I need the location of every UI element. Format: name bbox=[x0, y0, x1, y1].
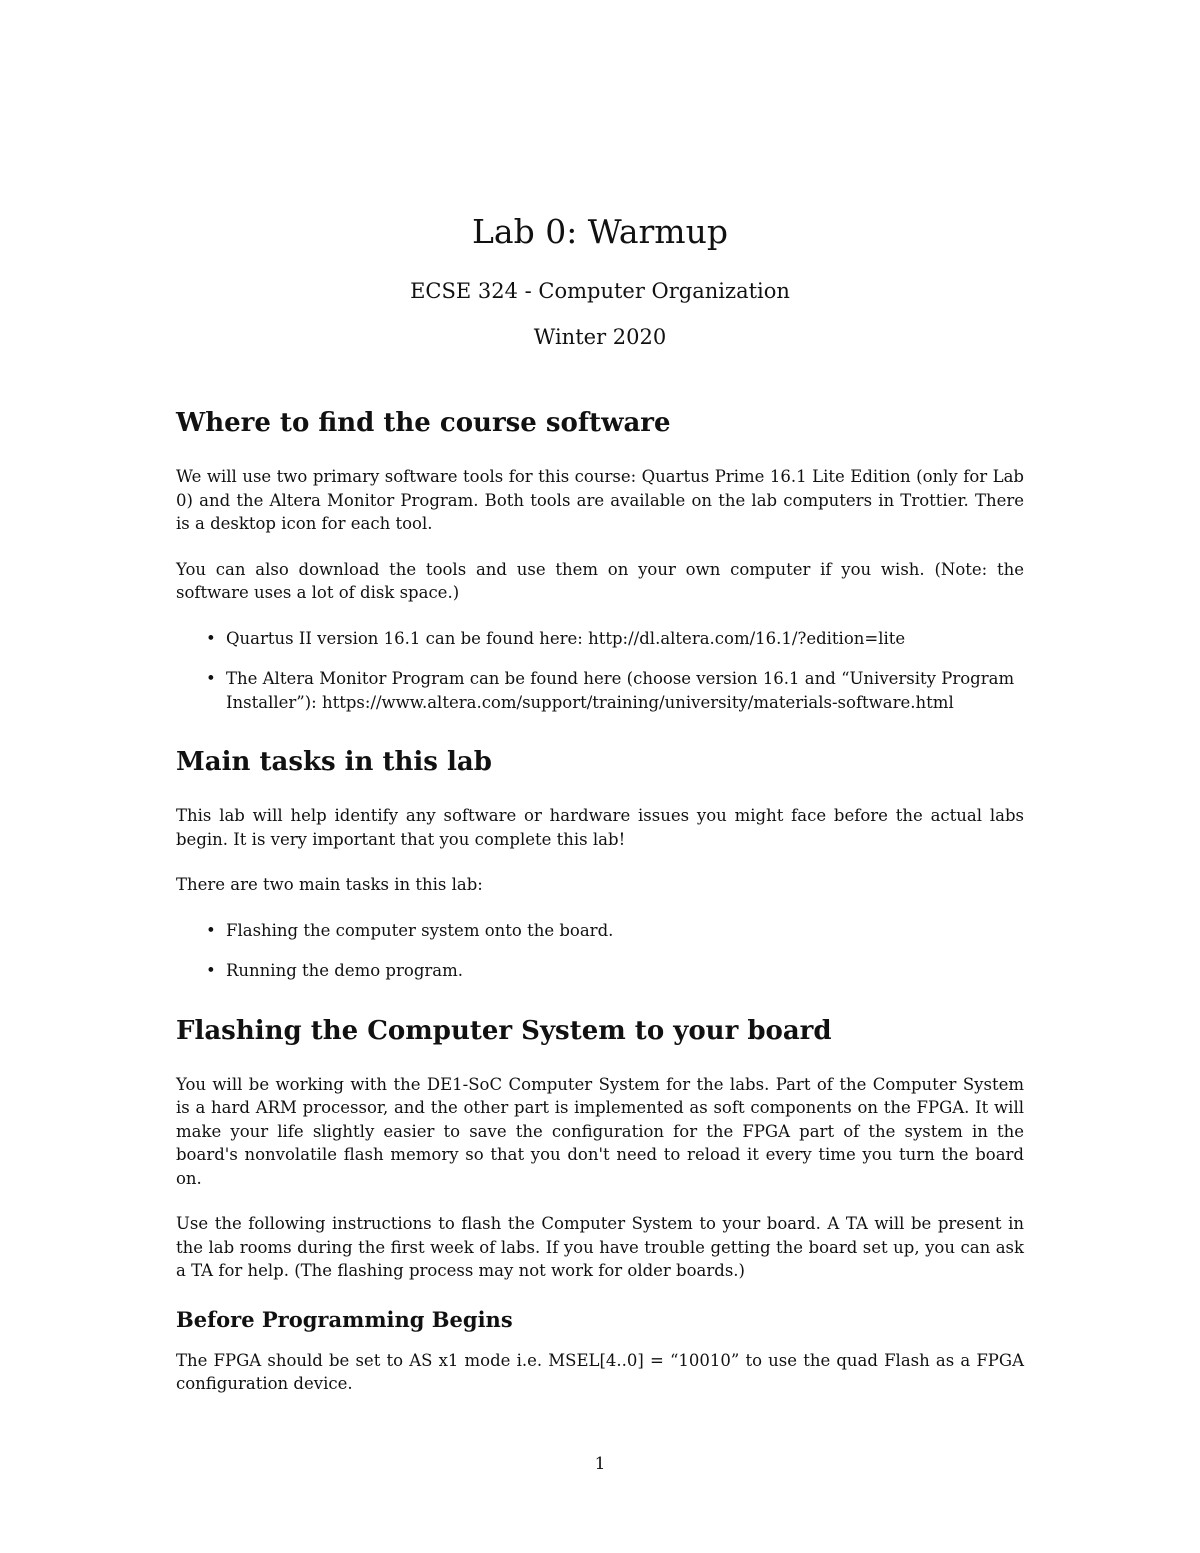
bullet-list bbox=[176, 627, 1024, 715]
paragraph: The FPGA should be set to AS x1 mode i.e. MSEL[4..0] = “10010” to use the quad Flash as a FPGA configuration device. bbox=[176, 1350, 1024, 1393]
list-item-text: Running the demo program. bbox=[226, 961, 463, 980]
section-course-software bbox=[176, 405, 1024, 714]
section-flashing bbox=[176, 1013, 1024, 1283]
section-heading: Main tasks in this lab bbox=[176, 747, 492, 777]
section-main-tasks bbox=[176, 744, 1024, 983]
list-item bbox=[176, 959, 1024, 983]
paragraph: You will be working with the DE1-SoC Computer System for the labs. Part of the Computer System is a hard ARM processor, and the other part is implemented as soft components on the FPGA. It will make your life slightly easier to save the configuration for the FPGA part of the system in the board's nonvolatile flash memory so that you don't need to reload it every time you turn the board on. bbox=[176, 1074, 1024, 1188]
bullet-icon: • bbox=[206, 961, 216, 980]
list-item bbox=[176, 919, 1024, 943]
bullet-icon: • bbox=[206, 628, 216, 648]
section-heading: Flashing the Computer System to your board bbox=[176, 1015, 832, 1046]
document-page bbox=[176, 0, 1024, 1553]
bullet-list bbox=[176, 919, 1024, 983]
paragraph: There are two main tasks in this lab: bbox=[176, 875, 483, 894]
list-item-text: Flashing the computer system onto the board. bbox=[226, 920, 614, 940]
course-subtitle: ECSE 324 - Computer Organization bbox=[410, 279, 790, 303]
list-item bbox=[176, 667, 1024, 714]
bullet-icon: • bbox=[206, 669, 216, 688]
paragraph: We will use two primary software tools for this course: Quartus Prime 16.1 Lite Edition (only for Lab 0) and the Altera Monitor Program. Both tools are available on the lab computers in Trottier. There is a desktop icon for each tool. bbox=[176, 467, 1024, 533]
subsection-before-programming bbox=[176, 1305, 1024, 1396]
term-label: Winter 2020 bbox=[533, 325, 667, 349]
section-heading: Where to find the course software bbox=[176, 408, 671, 438]
page-number: 1 bbox=[594, 1454, 606, 1474]
list-item bbox=[176, 627, 1024, 651]
subsection-heading: Before Programming Begins bbox=[176, 1306, 513, 1332]
paragraph: This lab will help identify any software or hardware issues you might face before the actual labs begin. It is very important that you complete this lab! bbox=[176, 806, 1024, 849]
list-item-text: Quartus II version 16.1 can be found here: http://dl.altera.com/16.1/?edition=lite bbox=[226, 628, 906, 648]
document-body bbox=[176, 405, 1024, 1418]
list-item-text: The Altera Monitor Program can be found here (choose version 16.1 and “University Program Installer”): https://www.altera.com/support/training/university/materials-software.html bbox=[226, 669, 1015, 712]
bullet-icon: • bbox=[206, 920, 216, 940]
document-title: Lab 0: Warmup bbox=[472, 212, 728, 251]
paragraph: Use the following instructions to flash the Computer System to your board. A TA will be present in the lab rooms during the first week of labs. If you have trouble getting the board set up, you can ask a TA for help. (The flashing process may not work for older boards.) bbox=[176, 1214, 1024, 1280]
paragraph: You can also download the tools and use them on your own computer if you wish. (Note: the software uses a lot of disk space.) bbox=[176, 559, 1024, 602]
